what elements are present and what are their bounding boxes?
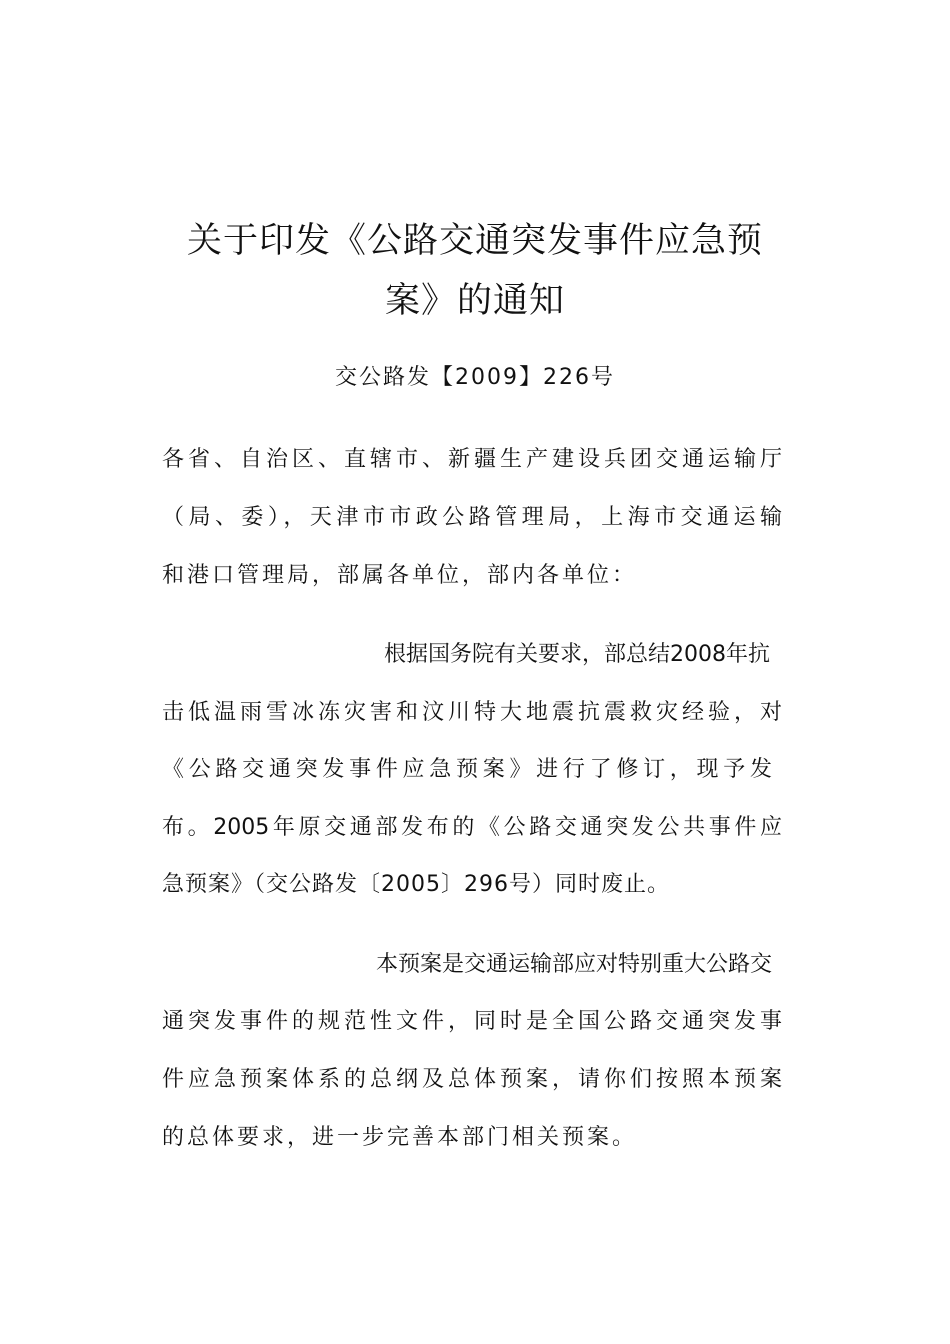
- paragraph-line: 《公路交通突发事件应急预案》进行了修订，现予发: [162, 757, 772, 782]
- recipients-line: 各省、自治区、直辖市、新疆生产建设兵团交通运输厅: [162, 447, 782, 472]
- paragraph-line: 本预案是交通运输部应对特别重大公路交: [375, 952, 772, 977]
- paragraph-line: 的总体要求，进一步完善本部门相关预案。: [162, 1125, 638, 1150]
- document-title-line-2: 案》的通知: [384, 281, 565, 321]
- document-number: 交公路发【2009】226号: [335, 365, 615, 390]
- paragraph-line: 件应急预案体系的总纲及总体预案，请你们按照本预案: [162, 1067, 782, 1092]
- paragraph-line: 急预案》（交公路发〔2005〕296号）同时废止。: [162, 872, 670, 897]
- paragraph-line: 通突发事件的规范性文件，同时是全国公路交通突发事: [162, 1009, 782, 1034]
- paragraph-line: 根据国务院有关要求，部总结2008年抗: [384, 642, 770, 667]
- recipients-line: 和港口管理局，部属各单位，部内各单位：: [162, 563, 638, 588]
- paragraph-line: 布。2005年原交通部发布的《公路交通突发公共事件应: [162, 815, 782, 840]
- recipients-line: （局、委），天津市市政公路管理局，上海市交通运输: [162, 505, 782, 530]
- document-title-line-1: 关于印发《公路交通突发事件应急预: [186, 221, 763, 261]
- paragraph-line: 击低温雨雪冰冻灾害和汶川特大地震抗震救灾经验，对: [162, 700, 782, 725]
